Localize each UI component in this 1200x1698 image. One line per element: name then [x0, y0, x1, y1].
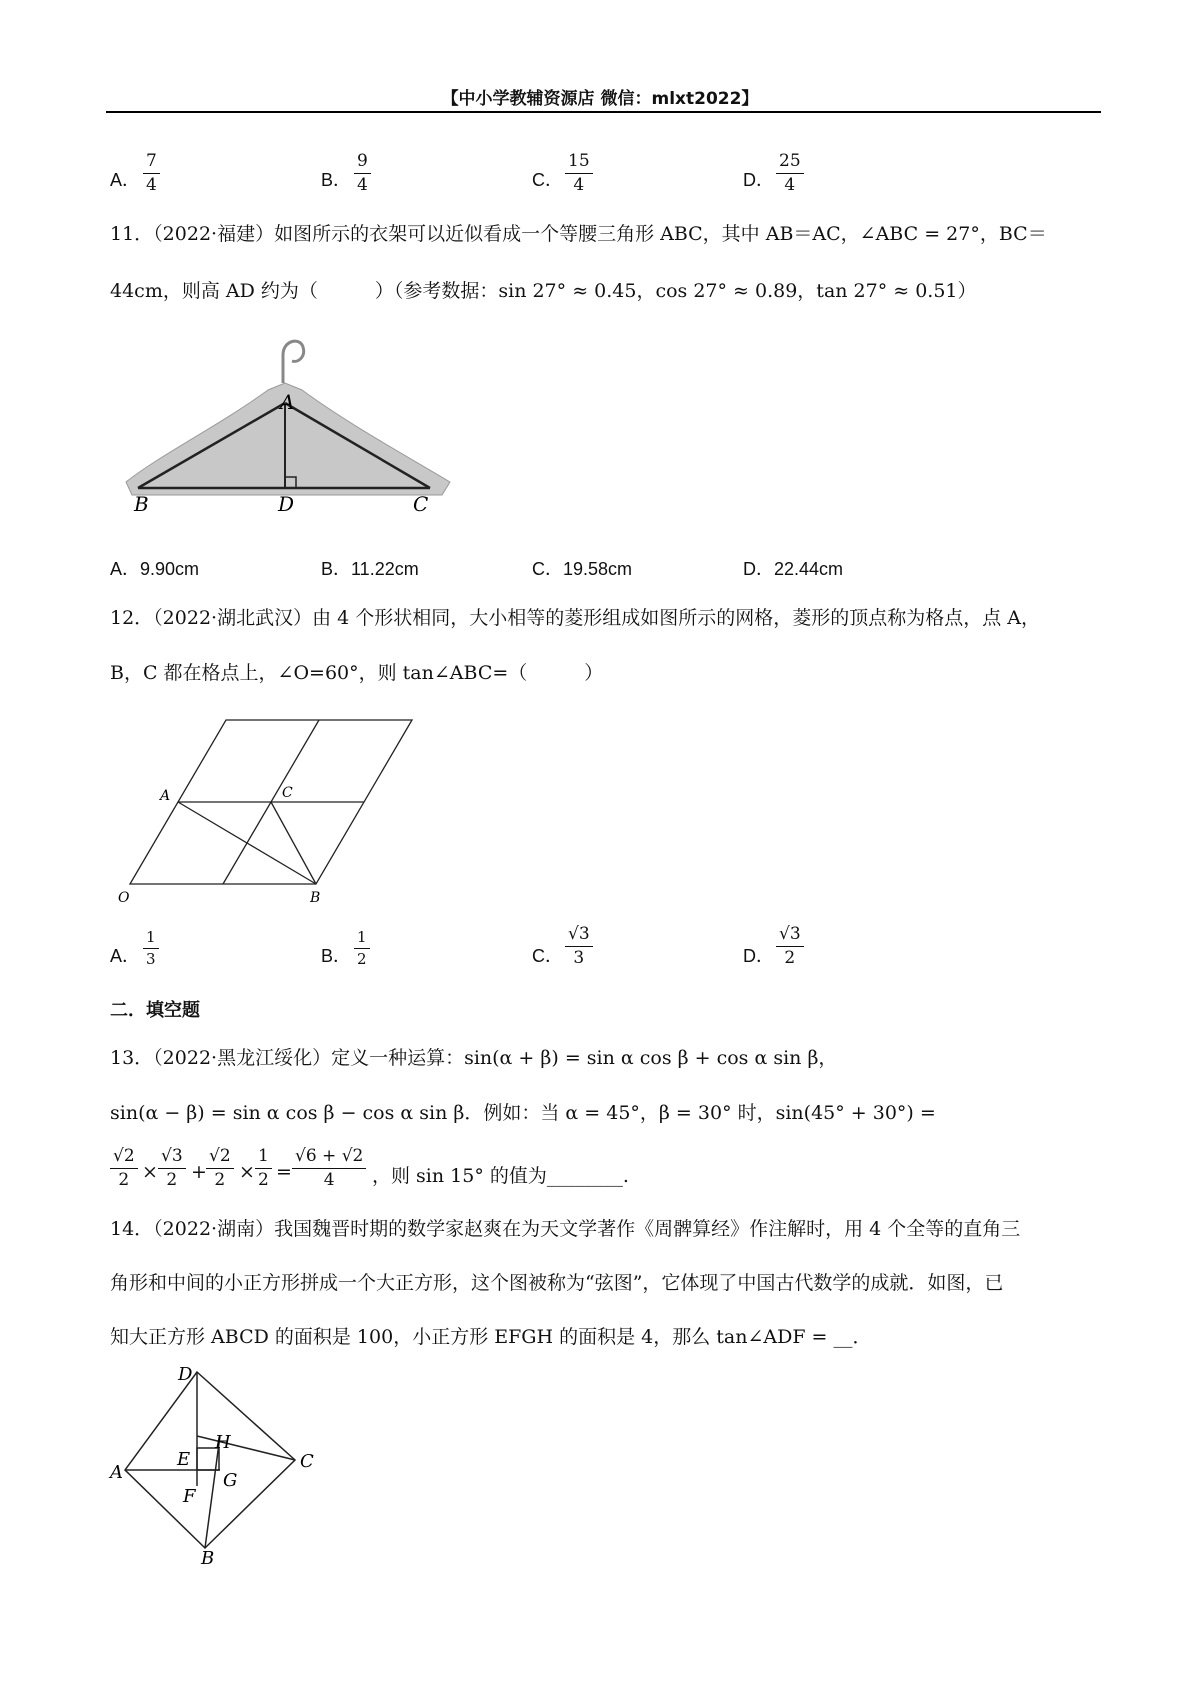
q11-option-d: D．22.44cm: [743, 559, 844, 579]
q14-label-f: F: [183, 1486, 196, 1507]
q10-option-d-fraction: $\frac{25}{4}$: [776, 153, 804, 194]
q13-frac-sqrt3-over-2: $\frac{√3}{2}$: [158, 1148, 186, 1189]
q12-label-o: O: [118, 890, 130, 906]
q12-option-d-fraction: $\frac{√3}{2}$: [776, 926, 804, 967]
q13-times-1: ×: [142, 1161, 158, 1183]
q12-option-c-label: C．: [532, 946, 563, 966]
q11-label-d: D: [278, 492, 295, 516]
q10-option-b-label: B．: [321, 170, 352, 190]
q13-plus: +: [191, 1161, 207, 1183]
q12-label-a: A: [160, 788, 171, 804]
q13-stem-line2: sin(α − β) = sin α cos β − cos α sin β．例如：当 α = 45°，β = 30° 时，sin(45° + 30°) =: [110, 1102, 936, 1124]
q13-frac-result: $\frac{√6 + √2}{4}$: [292, 1148, 366, 1189]
q14-label-b: B: [201, 1548, 215, 1569]
q14-label-h: H: [215, 1432, 231, 1453]
q10-option-b-fraction: $\frac{9}{4}$: [354, 153, 371, 194]
q12-stem-line1: 12．（2022·湖北武汉）由 4 个形状相同，大小相等的菱形组成如图所示的网格，菱形的顶点称为格点，点 A，: [110, 607, 1041, 629]
q12-stem-line2: B，C 都在格点上，∠O=60°，则 tan∠ABC=（ ）: [110, 662, 604, 684]
q11-hanger-figure: [120, 335, 460, 515]
q14-stem-line1: 14．（2022·湖南）我国魏晋时期的数学家赵爽在为天文学著作《周髀算经》作注解时，用 4 个全等的直角三: [110, 1218, 1021, 1240]
section-fill-in-blank-title: 二．填空题: [110, 1000, 200, 1021]
q13-frac-sqrt2-over-2-b: $\frac{√2}{2}$: [206, 1148, 234, 1189]
q11-stem-line2: 44cm，则高 AD 约为（ ）（参考数据：sin 27° ≈ 0.45，cos 27° ≈ 0.89，tan 27° ≈ 0.51）: [110, 280, 977, 302]
q13-stem-line1: 13．（2022·黑龙江绥化）定义一种运算：sin(α + β) = sin α cos β + cos α sin β，: [110, 1047, 838, 1069]
q11-stem-line1: 11．（2022·福建）如图所示的衣架可以近似看成一个等腰三角形 ABC，其中 AB＝AC，∠ABC = 27°，BC＝: [110, 223, 1047, 245]
q13-tail: ，则 sin 15° 的值为________.: [372, 1165, 629, 1187]
q11-option-b: B．11.22cm: [321, 559, 419, 579]
q12-label-b: B: [310, 890, 321, 906]
q14-label-g: G: [223, 1470, 238, 1491]
q11-label-b: B: [134, 492, 149, 516]
q13-times-2: ×: [239, 1161, 255, 1183]
q10-option-c-label: C．: [532, 170, 563, 190]
q14-label-a: A: [110, 1462, 123, 1483]
q12-option-a-fraction: $\frac{1}{3}$: [143, 930, 159, 967]
q12-rhombus-grid-figure: [110, 710, 430, 910]
q14-stem-line2: 角形和中间的小正方形拼成一个大正方形，这个图被称为“弦图”，它体现了中国古代数学的成就．如图，已: [110, 1272, 1004, 1294]
page-header: 【中小学教辅资源店 微信：mlxt2022】: [441, 89, 759, 109]
header-rule: [106, 111, 1101, 113]
q12-option-b-label: B．: [321, 946, 352, 966]
q14-label-c: C: [300, 1451, 314, 1472]
q13-equals: =: [276, 1161, 292, 1183]
q11-label-c: C: [413, 492, 429, 516]
q10-option-a-fraction: $\frac{7}{4}$: [143, 153, 160, 194]
q10-option-a-label: A．: [110, 170, 141, 190]
q14-xian-diagram-figure: [105, 1360, 345, 1569]
q12-option-c-fraction: $\frac{√3}{3}$: [565, 926, 593, 967]
q14-label-d: D: [178, 1364, 193, 1385]
q10-option-c-fraction: $\frac{15}{4}$: [565, 153, 593, 194]
q12-option-d-label: D．: [743, 946, 774, 966]
q13-frac-sqrt2-over-2-a: $\frac{√2}{2}$: [110, 1148, 138, 1189]
q12-option-b-fraction: $\frac{1}{2}$: [354, 930, 370, 967]
q11-option-a: A．9.90cm: [110, 559, 200, 579]
q10-option-d-label: D．: [743, 170, 774, 190]
q14-label-e: E: [177, 1449, 191, 1470]
q12-option-a-label: A．: [110, 946, 141, 966]
q11-label-a: A: [280, 390, 295, 414]
q14-stem-line3: 知大正方形 ABCD 的面积是 100，小正方形 EFGH 的面积是 4，那么 tan∠ADF = __．: [110, 1326, 872, 1348]
q11-option-c: C．19.58cm: [532, 559, 633, 579]
q12-label-c: C: [282, 785, 293, 801]
q13-frac-1-over-2: $\frac{1}{2}$: [255, 1148, 272, 1189]
